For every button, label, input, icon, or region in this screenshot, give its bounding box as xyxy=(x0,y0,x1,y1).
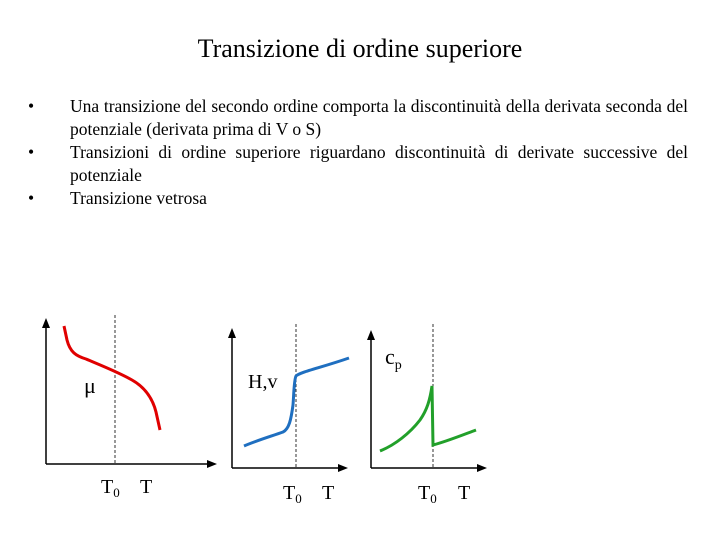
graph-cp xyxy=(367,324,487,506)
x-axis-arrow xyxy=(207,460,217,468)
bullet-dot: • xyxy=(28,142,35,162)
t-axis-label: T xyxy=(140,476,153,498)
mu-curve xyxy=(64,326,160,430)
t0-label: $T_0$ xyxy=(101,476,120,500)
y-axis-arrow xyxy=(228,328,236,338)
t-axis-label: T xyxy=(322,482,335,504)
bullet-text: Una transizione del secondo ordine comporta la discontinuità della derivata seconda del potenziale (derivata prima di V o S) xyxy=(70,96,688,139)
graph-mu xyxy=(42,315,217,500)
bullet-dot: • xyxy=(28,188,35,208)
x-axis-arrow xyxy=(338,464,348,472)
y-axis-arrow xyxy=(367,330,375,340)
x-axis-arrow xyxy=(477,464,487,472)
bullet-text: Transizioni di ordine superiore riguardano discontinuità di derivate successive del potenziale xyxy=(70,142,688,185)
cp-label: $c_p$ xyxy=(385,344,402,373)
mu-label: μ xyxy=(84,373,96,398)
slide-title: Transizione di ordine superiore xyxy=(197,34,523,63)
bullet-dot: • xyxy=(28,96,35,116)
cp-curve xyxy=(380,386,476,451)
h-v-label: H,v xyxy=(248,371,278,393)
t0-label: $T_0$ xyxy=(418,482,437,506)
graph-h-v xyxy=(228,324,349,506)
t0-label: $T_0$ xyxy=(283,482,302,506)
t-axis-label: T xyxy=(458,482,471,504)
y-axis-arrow xyxy=(42,318,50,328)
bullet-text: Transizione vetrosa xyxy=(70,188,207,208)
